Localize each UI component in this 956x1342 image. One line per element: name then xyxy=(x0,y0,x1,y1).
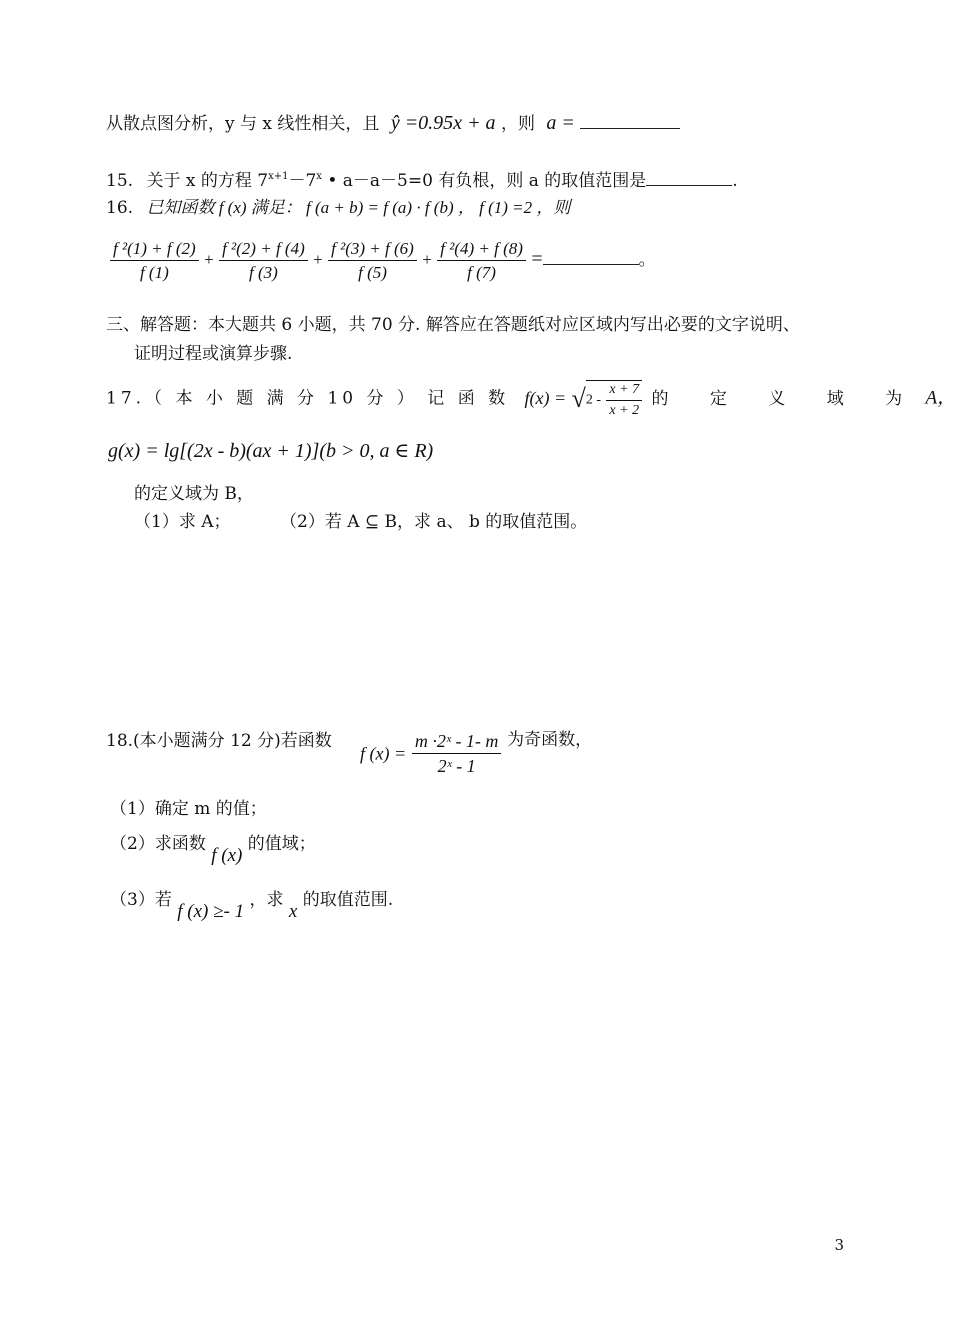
plus-sign: + xyxy=(313,250,323,269)
q15-text-c: • a－a－5=0 有负根，则 a 的取值范围是 xyxy=(327,171,647,191)
q18-formula xyxy=(360,732,592,775)
q16-expression xyxy=(110,240,656,281)
q15-text-b: －7 xyxy=(288,171,317,191)
q16-frac1-den: f (1) xyxy=(139,263,169,282)
q15-text-a: 关于 x 的方程 7 xyxy=(146,171,269,191)
q16-frac2-num: f ²(2) + f (4) xyxy=(219,240,308,261)
q18-part3 xyxy=(110,890,394,922)
q18-head: 18.(本小题满分 12 分)若函数 xyxy=(106,731,332,751)
q16-text: 已知函数 f (x) 满足： f (a + b) = f (a) · f (b) ， f (1) =2 ，则 xyxy=(146,198,571,217)
q18-part3-f: f (x) ≥- 1 xyxy=(177,901,245,922)
q16-fraction-3 xyxy=(328,240,417,281)
question-17-head xyxy=(106,380,956,418)
q17-tail: 的 定 义 域 为 xyxy=(651,388,921,409)
q18-num: m ·2ˣ - 1- m xyxy=(412,732,502,754)
q17-gx: g(x) = lg[(2x - b)(ax + 1)](b > 0, a ∈ R) xyxy=(108,440,434,462)
q17-part2: （2）若 A ⊆ B，求 a、 b 的取值范围。 xyxy=(280,512,588,532)
q16-number: 16. xyxy=(106,198,134,218)
q17-sqrt: √2 - $\frac{x + 7}{x + 2}$ xyxy=(572,380,643,418)
question-16 xyxy=(106,199,570,217)
equals-sign: = xyxy=(531,248,543,270)
q15-sup2: x xyxy=(316,171,322,182)
q16-frac3-num: f ²(3) + f (6) xyxy=(328,240,417,261)
q16-frac4-den: f (7) xyxy=(467,263,496,282)
q17-root-den: x + 2 xyxy=(609,403,640,418)
q17-domain: 的定义域为 B， xyxy=(134,484,254,504)
q18-part3-x: x xyxy=(288,901,298,922)
q16-fraction-4 xyxy=(437,240,526,281)
q17-head: 17.（ 本 小 题 满 分 10 分 ） 记 函 数 xyxy=(106,388,510,409)
q18-part3-c: 的取值范围. xyxy=(302,890,394,910)
q17-set-a: A， xyxy=(925,387,956,409)
section-3-line1: 三、解答题：本大题共 6 小题，共 70 分. 解答应在答题纸对应区域内写出必要的文字说明、 xyxy=(106,315,800,335)
q16-frac4-num: f ²(4) + f (8) xyxy=(437,240,526,261)
q16-fraction-2 xyxy=(219,240,308,281)
q16-frac3-den: f (5) xyxy=(358,263,387,282)
plus-sign: + xyxy=(422,250,432,269)
q17-root-num: x + 7 xyxy=(606,383,642,401)
q17-part1: （1）求 A； xyxy=(134,512,231,532)
q15-end: . xyxy=(732,171,738,191)
q18-part2 xyxy=(110,834,316,866)
q18-part2-f: f (x) xyxy=(211,845,243,866)
q18-fraction xyxy=(412,732,502,775)
section-3-line2: 证明过程或演算步骤. xyxy=(134,344,293,364)
q16-blank[interactable] xyxy=(543,263,639,265)
q18-part1: （1）确定 m 的值； xyxy=(110,799,267,819)
question-15 xyxy=(106,172,738,190)
q16-end: 。 xyxy=(638,250,656,270)
q18-tail: 为奇函数， xyxy=(507,730,593,750)
q18-part3-b: ，求 xyxy=(249,890,284,910)
scatter-line xyxy=(106,113,680,133)
answer-a-label: a = xyxy=(546,112,575,134)
q18-part2-b: 的值域； xyxy=(247,834,316,854)
q15-number: 15. xyxy=(106,171,134,191)
q16-frac2-den: f (3) xyxy=(249,263,278,282)
scatter-text: 从散点图分析，y 与 x 线性相关，且 xyxy=(106,114,380,134)
q18-fx: f (x) = xyxy=(360,743,407,764)
page-number: 3 xyxy=(834,1236,844,1254)
q18-part3-a: （3）若 xyxy=(110,890,172,910)
q15-sup1: x+1 xyxy=(268,171,289,182)
q15-blank[interactable] xyxy=(646,184,732,186)
answer-blank[interactable] xyxy=(580,127,680,129)
q17-root-pre: 2 - xyxy=(585,392,601,408)
q17-root-fraction xyxy=(606,383,642,418)
regression-equation: ŷ =0.95x + a xyxy=(390,112,496,134)
question-18-head xyxy=(106,733,332,750)
q17-fx: f(x) = xyxy=(524,387,567,408)
q16-frac1-num: f ²(1) + f (2) xyxy=(110,240,199,261)
scatter-then: ，则 xyxy=(500,114,535,134)
plus-sign: + xyxy=(204,250,214,269)
q18-part2-a: （2）求函数 xyxy=(110,834,206,854)
q16-fraction-1 xyxy=(110,240,199,281)
q18-den: 2ˣ - 1 xyxy=(437,756,476,776)
